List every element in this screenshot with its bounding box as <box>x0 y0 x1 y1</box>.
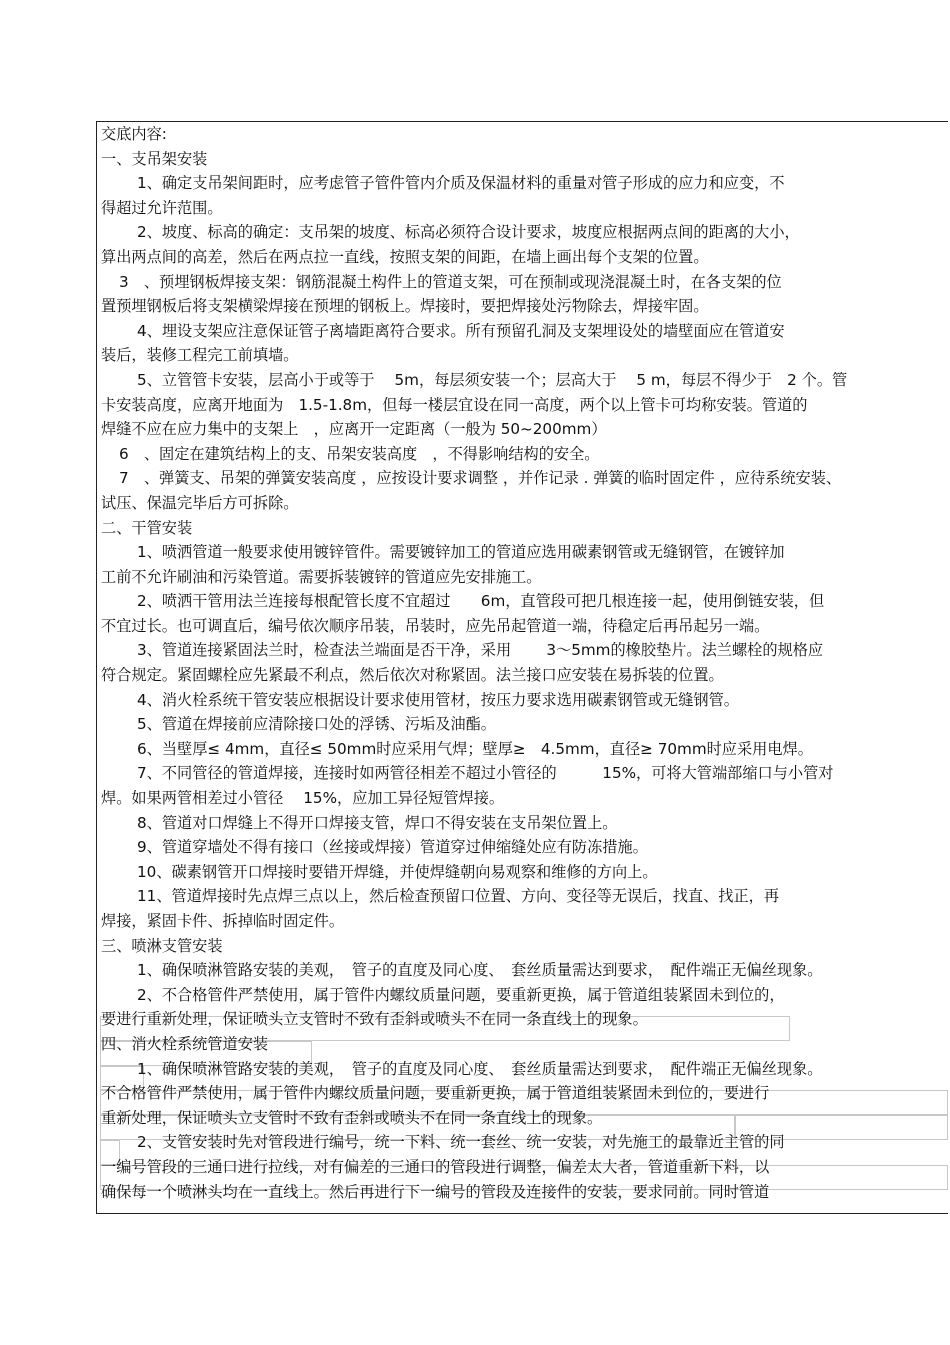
text-line: 重新处理，保证喷头立支管时不致有歪斜或喷头不在同一条直线上的现象。 <box>101 1108 603 1127</box>
text-line: 不合格管件严禁使用，属于管件内螺纹质量问题，要重新更换，属于管道组装紧固未到位的，要进行 <box>101 1084 770 1103</box>
text-line: 装后，装修工程完工前填墙。 <box>101 346 299 365</box>
text-line: 2、喷洒干管用法兰连接每根配管长度不宜超过 6m，直管段可把几根连接一起，使用倒链安装，但 <box>137 592 825 611</box>
section-heading: 二、干管安装 <box>101 518 193 537</box>
section-heading: 四、消火栓系统管道安装 <box>101 1034 269 1053</box>
text-line: 1、确定支吊架间距时，应考虑管子管件管内介质及保温材料的重量对管子形成的应力和应变，不 <box>137 174 785 193</box>
text-line: 4、消火栓系统干管安装应根据设计要求使用管材，按压力要求选用碳素钢管或无缝钢管。 <box>137 690 739 709</box>
text-line: 8、管道对口焊缝上不得开口焊接支管，焊口不得安装在支吊架位置上。 <box>137 813 618 832</box>
text-line: 2、坡度、标高的确定：支吊架的坡度、标高必须符合设计要求，坡度应根据两点间的距离的大小， <box>137 223 800 242</box>
text-line: 10、碳素钢管开口焊接时要错开焊缝，并使焊缝朝向易观察和维修的方向上。 <box>137 862 658 881</box>
text-line: 6、当壁厚≤ 4mm，直径≤ 50mm时应采用气焊；壁厚≥ 4.5mm，直径≥ 70mm时应采用电焊。 <box>137 739 813 758</box>
text-line: 3 、预埋钢板焊接支架：钢筋混凝土构件上的管道支架，可在预制或现浇混凝土时，在各支架的位 <box>119 272 782 291</box>
section-heading: 三、喷淋支管安装 <box>101 936 223 955</box>
text-line: 符合规定。紧固螺栓应先紧最不利点，然后依次对称紧固。法兰接口应安装在易拆装的位置。 <box>101 666 724 685</box>
text-line: 置预埋钢板后将支架横梁焊接在预埋的钢板上。焊接时，要把焊接处污物除去，焊接牢固。 <box>101 297 709 316</box>
text-line: 焊接，紧固卡件、拆掉临时固定件。 <box>101 912 344 930</box>
text-line: 卡安装高度，应离开地面为 1.5-1.8m，但每一楼层宜设在同一高度，两个以上管卡可均称安装。管道的 <box>101 395 808 414</box>
text-line: 7、不同管径的管道焊接，连接时如两管径相差不超过小管径的 15%，可将大管端部缩口与小管对 <box>137 764 834 783</box>
text-line: 2、支管安装时先对管段进行编号，统一下料、统一套丝、统一安装，对先施工的最靠近主管的同 <box>137 1133 785 1152</box>
text-line: 1、确保喷淋管路安装的美观， 管子的直度及同心度、 套丝质量需达到要求， 配件端正无偏丝现象。 <box>137 1059 823 1078</box>
text-line: 要进行重新处理，保证喷头立支管时不致有歪斜或喷头不在同一条直线上的现象。 <box>101 1010 648 1029</box>
text-line: 一编号管段的三通口进行拉线，对有偏差的三通口的管段进行调整，偏差太大者，管道重新下料，以 <box>101 1157 770 1176</box>
text-line: 3、管道连接紧固法兰时，检查法兰端面是否干净，采用 3～5mm的橡胶垫片。法兰螺栓的规格应 <box>137 641 824 660</box>
text-line: 得超过允许范围。 <box>101 198 223 217</box>
section-heading: 交底内容: <box>101 125 167 143</box>
disclosure-content <box>101 122 947 1204</box>
text-line: 5、管道在焊接前应清除接口处的浮锈、污垢及油酯。 <box>137 715 496 734</box>
text-line: 7 、弹簧支、吊架的弹簧安装高度 ，应按设计要求调整 ，并作记录 . 弹簧的临时固定件 ，应待系统安装、 <box>119 469 842 488</box>
section-heading: 一、支吊架安装 <box>101 149 208 168</box>
text-line: 1、确保喷淋管路安装的美观， 管子的直度及同心度、 套丝质量需达到要求， 配件端正无偏丝现象。 <box>137 961 823 980</box>
text-line: 焊缝不应在应力集中的支架上 ，应离开一定距离（一般为 50~200mm） <box>101 420 607 439</box>
text-line: 试压、保温完毕后方可拆除。 <box>101 493 299 512</box>
text-line: 1、喷洒管道一般要求使用镀锌管件。需要镀锌加工的管道应选用碳素钢管或无缝钢管，在镀锌加 <box>137 543 785 562</box>
text-line: 11、管道焊接时先点焊三点以上，然后检查预留口位置、方向、变径等无误后，找直、找正，再 <box>137 887 780 906</box>
text-line: 算出两点间的高差，然后在两点拉一直线，按照支架的间距，在墙上画出每个支架的位置。 <box>101 247 709 266</box>
text-line: 5、立管管卡安装，层高小于或等于 5m，每层须安装一个；层高大于 5 m，每层不得少于 2 个。管 <box>137 370 848 389</box>
text-line: 2、不合格管件严禁使用，属于管件内螺纹质量问题，要重新更换，属于管道组装紧固未到位的， <box>137 985 785 1004</box>
text-line: 确保每一个喷淋头均在一直线上。然后再进行下一编号的管段及连接件的安装，要求同前。同时管道 <box>101 1182 770 1201</box>
text-line: 6 、固定在建筑结构上的支、吊架安装高度 ，不得影响结构的安全。 <box>119 444 600 463</box>
text-line: 4、埋设支架应注意保证管子离墙距离符合要求。所有预留孔洞及支架埋设处的墙壁面应在管道安 <box>137 321 785 340</box>
text-line: 不宜过长。也可调直后，编号依次顺序吊装，吊装时，应先吊起管道一端，待稳定后再吊起另一端。 <box>101 616 770 635</box>
text-line: 9、管道穿墙处不得有接口（丝接或焊接）管道穿过伸缩缝处应有防冻措施。 <box>137 838 648 857</box>
text-line: 焊。如果两管相差过小管径 15%，应加工异径短管焊接。 <box>101 789 505 808</box>
text-line: 工前不允许刷油和污染管道。需要拆装镀锌的管道应先安排施工。 <box>101 567 542 586</box>
